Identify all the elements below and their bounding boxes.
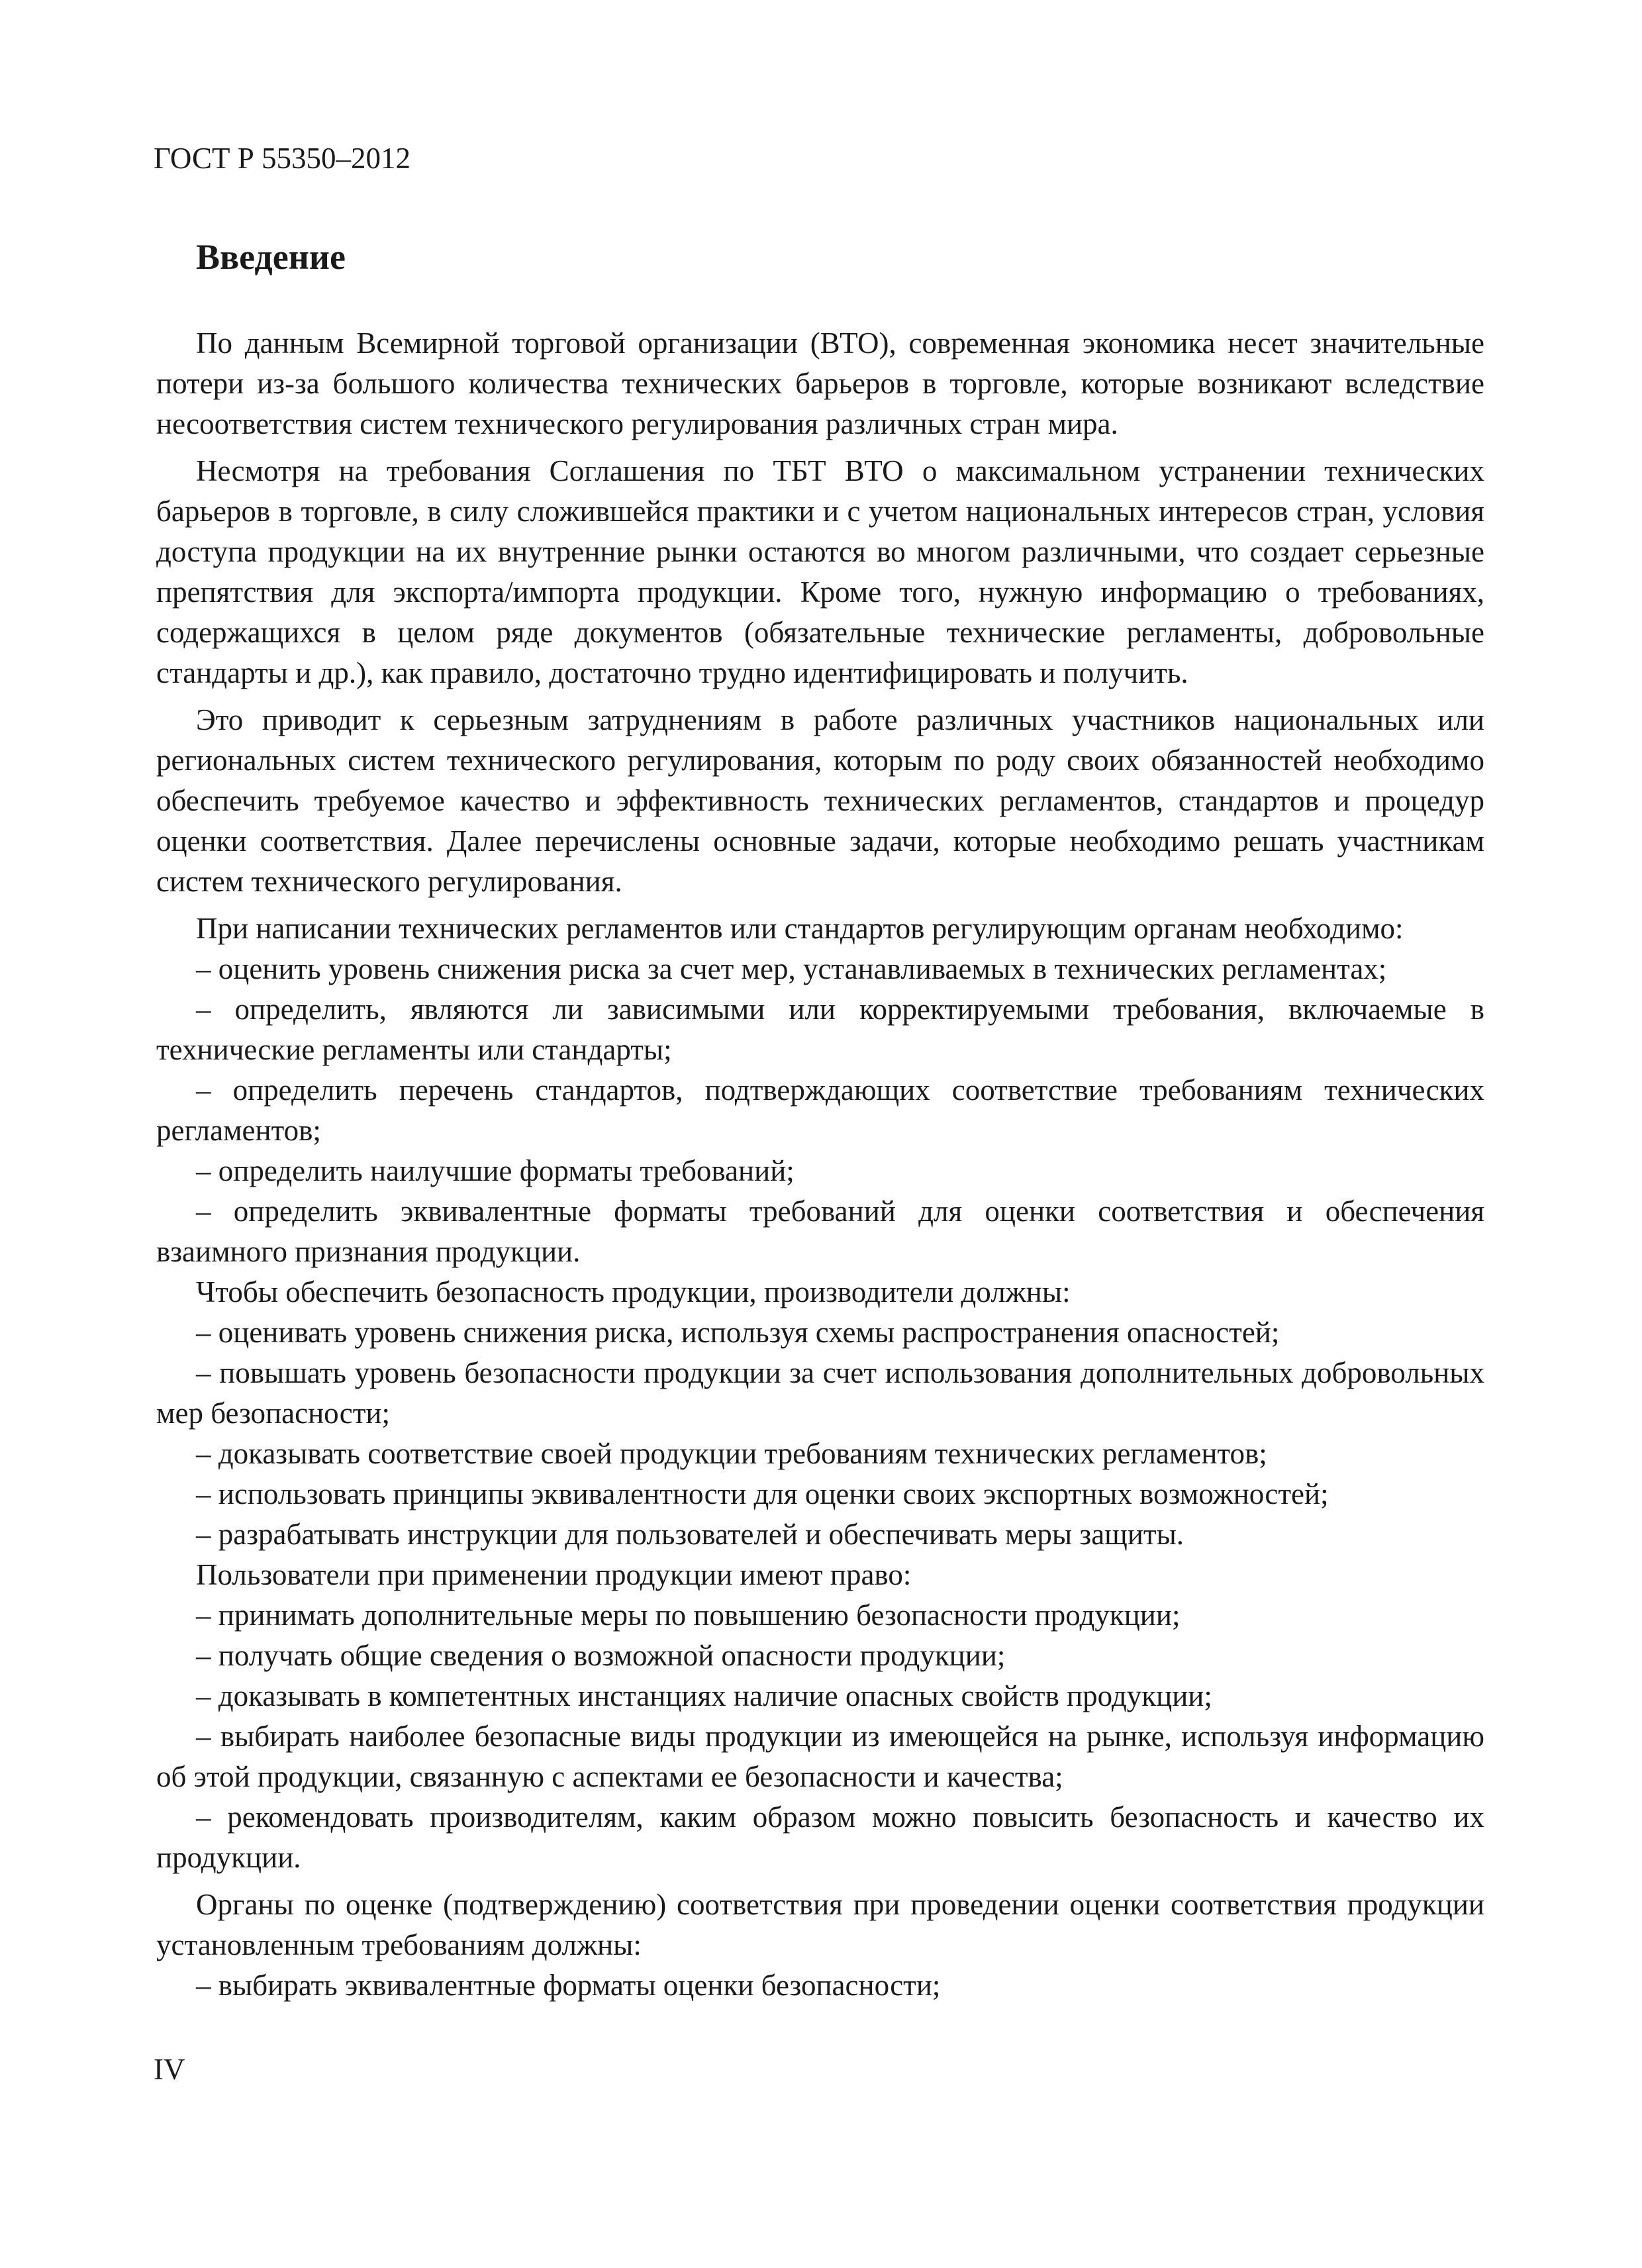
document-code: ГОСТ Р 55350–2012 [154, 142, 410, 175]
paragraph: Органы по оценке (подтверждению) соответствия при проведении оценки соответствия продукции установленным требованиям должны: [156, 1888, 1484, 1961]
paragraph: При написании технических регламентов или стандартов регулирующим органам необходимо: [196, 912, 1404, 945]
list-item: – доказывать соответствие своей продукции требованиям технических регламентов; [196, 1437, 1267, 1470]
list-item: – рекомендовать производителям, каким образом можно повысить безопасность и качество их продукции. [156, 1800, 1484, 1874]
body-text [156, 323, 1484, 2006]
list-item: – получать общие сведения о возможной опасности продукции; [196, 1639, 1006, 1672]
paragraph: Пользователи при применении продукции имеют право: [196, 1558, 912, 1591]
list-item: – принимать дополнительные меры по повышению безопасности продукции; [196, 1599, 1181, 1632]
list-item: – выбирать наиболее безопасные виды продукции из имеющейся на рынке, используя информацию об этой продукции, связанную с аспектами ее безопасности и качества; [156, 1720, 1484, 1793]
paragraph: Чтобы обеспечить безопасность продукции, производители должны: [196, 1275, 1071, 1308]
paragraph: По данным Всемирной торговой организации (ВТО), современная экономика несет значительные потери из-за большого количества технических барьеров в торговле, которые возникают вследствие несоответствия систем технического регулирования различных стран мира. [156, 326, 1484, 440]
list-item: – оценивать уровень снижения риска, используя схемы распространения опасностей; [196, 1316, 1280, 1349]
list-item: – определить перечень стандартов, подтверждающих соответствие требованиям технических регламентов; [156, 1073, 1484, 1147]
page-number: IV [154, 2053, 185, 2086]
list-item: – оценить уровень снижения риска за счет мер, устанавливаемых в технических регламентах; [196, 952, 1387, 985]
list-item: – разрабатывать инструкции для пользователей и обеспечивать меры защиты. [196, 1518, 1184, 1551]
list-item: – определить, являются ли зависимыми или корректируемыми требования, включаемые в технические регламенты или стандарты; [156, 993, 1484, 1066]
paragraph: Это приводит к серьезным затруднениям в работе различных участников национальных или региональных систем технического регулирования, которым по роду своих обязанностей необходимо обеспечить требуемое качество и эффективность технических регламентов, стандартов и процедур оценки соответствия. Далее перечислены основные задачи, которые необходимо решать участникам систем технического регулирования. [156, 703, 1484, 898]
section-title: Введение [196, 237, 346, 277]
list-item: – выбирать эквивалентные форматы оценки безопасности; [196, 1969, 941, 2002]
list-item: – повышать уровень безопасности продукции за счет использования дополнительных добровольных мер безопасности; [156, 1356, 1484, 1430]
list-item: – использовать принципы эквивалентности для оценки своих экспортных возможностей; [196, 1477, 1329, 1510]
paragraph: Несмотря на требования Соглашения по ТБТ ВТО о максимальном устранении технических барьеров в торговле, в силу сложившейся практики и с учетом национальных интересов стран, условия доступа продукции на их внутренние рынки остаются во многом различными, что создает серьезные препятствия для экспорта/импорта продукции. Кроме того, нужную информацию о требованиях, содержащихся в целом ряде документов (обязательные технические регламенты, добровольные стандарты и др.), как правило, достаточно трудно идентифицировать и получить. [156, 454, 1484, 689]
list-item: – определить наилучшие форматы требований; [196, 1154, 795, 1187]
list-item: – доказывать в компетентных инстанциях наличие опасных свойств продукции; [196, 1679, 1212, 1712]
list-item: – определить эквивалентные форматы требований для оценки соответствия и обеспечения взаимного признания продукции. [156, 1195, 1484, 1268]
